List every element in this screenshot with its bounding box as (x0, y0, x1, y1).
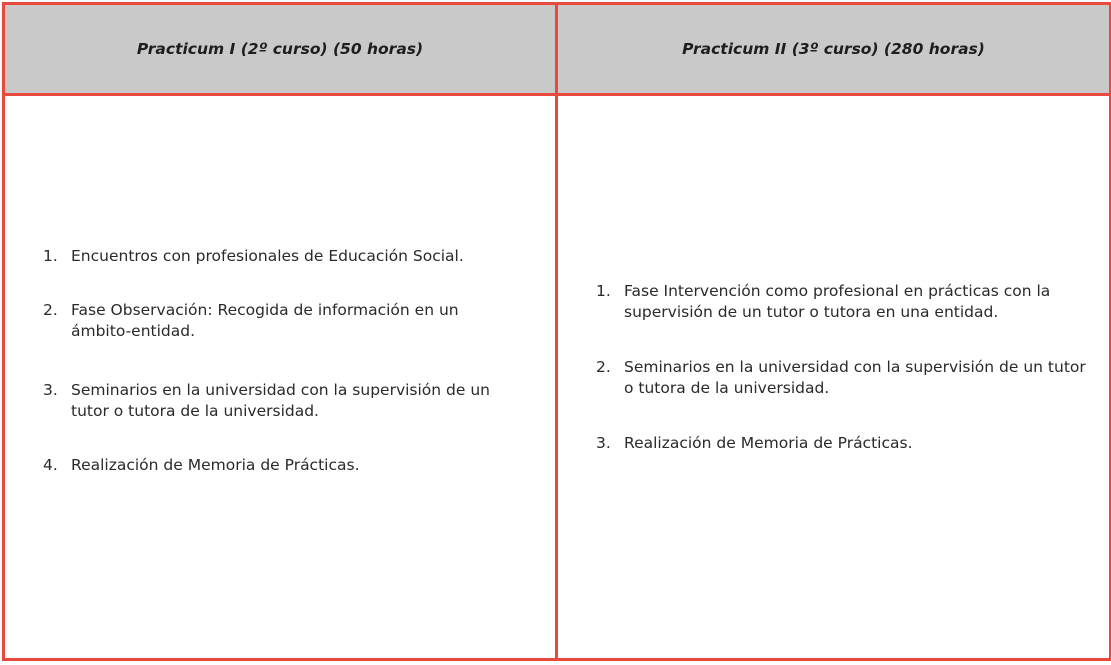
list-item (43, 380, 515, 422)
list-item-number: 3. (43, 381, 58, 399)
list-item-number: 4. (43, 456, 58, 474)
list-item (596, 281, 1091, 323)
practicum-2-cell (557, 95, 1111, 660)
list-item (596, 433, 1091, 454)
table-header-row (4, 4, 1111, 95)
table-body-row (4, 95, 1111, 660)
list-item-number: 3. (596, 434, 611, 452)
list-item-number: 2. (43, 301, 58, 319)
list-item (43, 455, 515, 476)
list-item (43, 246, 515, 267)
list-item-text: Encuentros con profesionales de Educación Social. (71, 247, 464, 265)
practicum-1-cell (4, 95, 557, 660)
list-item-text: Realización de Memoria de Prácticas. (624, 434, 913, 452)
list-item-text: Seminarios en la universidad con la supervisión de un tutor o tutora de la universidad. (71, 381, 490, 420)
list-item-text: Seminarios en la universidad con la supervisión de un tutor o tutora de la universidad. (624, 358, 1086, 397)
list-item-text: Realización de Memoria de Prácticas. (71, 456, 360, 474)
practicum-2-list (558, 96, 1109, 454)
practicum-table (2, 2, 1111, 661)
list-item-text: Fase Intervención como profesional en prácticas con la supervisión de un tutor o tutora en una entidad. (624, 282, 1051, 321)
list-item-number: 1. (43, 247, 58, 265)
list-item-number: 1. (596, 282, 611, 300)
header-practicum-2: Practicum II (3º curso) (280 horas) (557, 4, 1111, 95)
practicum-1-list (5, 96, 555, 476)
list-item-number: 2. (596, 358, 611, 376)
list-item (43, 300, 515, 342)
header-practicum-1: Practicum I (2º curso) (50 horas) (4, 4, 557, 95)
list-item (596, 357, 1091, 399)
list-item-text: Fase Observación: Recogida de información en un ámbito-entidad. (71, 301, 459, 340)
